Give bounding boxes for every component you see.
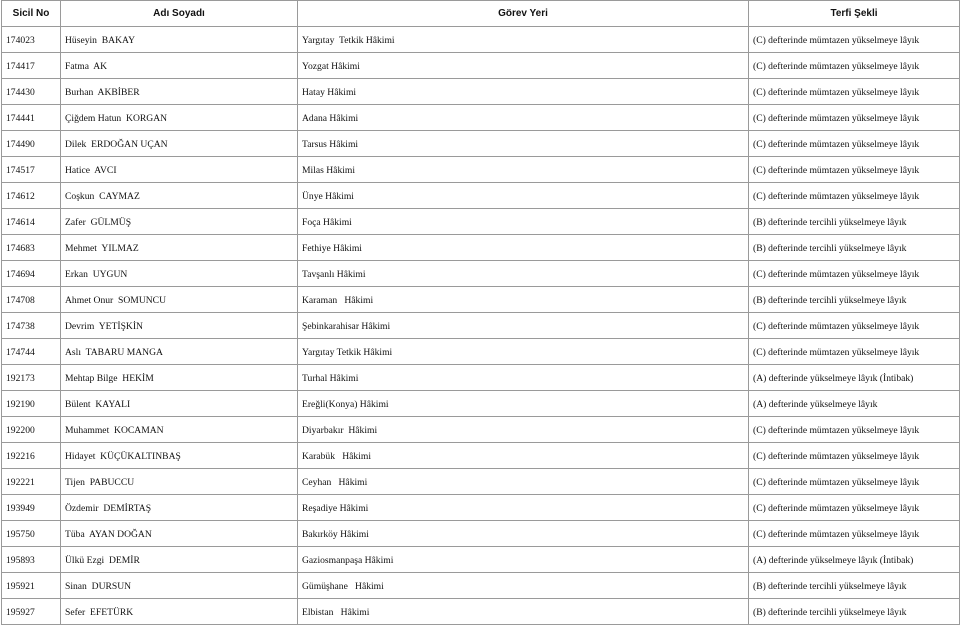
adi-soyadi-cell: Devrim YETİŞKİN (61, 313, 298, 339)
sicil-no-cell: 174683 (2, 235, 61, 261)
gorev-yeri-cell: Elbistan Hâkimi (298, 599, 749, 625)
terfi-sekli-cell: (C) defterinde mümtazen yükselmeye lâyık (749, 443, 960, 469)
adi-soyadi-cell: Sefer EFETÜRK (61, 599, 298, 625)
gorev-yeri-cell: Milas Hâkimi (298, 157, 749, 183)
sicil-no-cell: 174694 (2, 261, 61, 287)
terfi-sekli-cell: (C) defterinde mümtazen yükselmeye lâyık (749, 313, 960, 339)
gorev-yeri-cell: Ereğli(Konya) Hâkimi (298, 391, 749, 417)
table-row (2, 261, 960, 287)
terfi-sekli-cell: (C) defterinde mümtazen yükselmeye lâyık (749, 131, 960, 157)
gorev-yeri-cell: Ceyhan Hâkimi (298, 469, 749, 495)
sicil-no-cell: 174612 (2, 183, 61, 209)
gorev-yeri-cell: Fethiye Hâkimi (298, 235, 749, 261)
gorev-yeri-cell: Karabük Hâkimi (298, 443, 749, 469)
gorev-yeri-cell: Turhal Hâkimi (298, 365, 749, 391)
promotion-table (1, 0, 960, 625)
header-terfi-sekli: Terfi Şekli (749, 1, 960, 27)
gorev-yeri-cell: Tarsus Hâkimi (298, 131, 749, 157)
gorev-yeri-cell: Yargıtay Tetkik Hâkimi (298, 27, 749, 53)
table-row (2, 495, 960, 521)
terfi-sekli-cell: (C) defterinde mümtazen yükselmeye lâyık (749, 79, 960, 105)
gorev-yeri-cell: Diyarbakır Hâkimi (298, 417, 749, 443)
adi-soyadi-cell: Tüba AYAN DOĞAN (61, 521, 298, 547)
table-row (2, 547, 960, 573)
adi-soyadi-cell: Hüseyin BAKAY (61, 27, 298, 53)
gorev-yeri-cell: Hatay Hâkimi (298, 79, 749, 105)
terfi-sekli-cell: (C) defterinde mümtazen yükselmeye lâyık (749, 27, 960, 53)
gorev-yeri-cell: Tavşanlı Hâkimi (298, 261, 749, 287)
header-adi-soyadi: Adı Soyadı (61, 1, 298, 27)
gorev-yeri-cell: Yozgat Hâkimi (298, 53, 749, 79)
table-row (2, 417, 960, 443)
sicil-no-cell: 174023 (2, 27, 61, 53)
terfi-sekli-cell: (C) defterinde mümtazen yükselmeye lâyık (749, 469, 960, 495)
terfi-sekli-cell: (B) defterinde tercihli yükselmeye lâyık (749, 209, 960, 235)
table-row (2, 209, 960, 235)
table-row (2, 443, 960, 469)
terfi-sekli-cell: (C) defterinde mümtazen yükselmeye lâyık (749, 183, 960, 209)
header-row (2, 1, 960, 27)
terfi-sekli-cell: (A) defterinde yükselmeye lâyık (749, 391, 960, 417)
gorev-yeri-cell: Adana Hâkimi (298, 105, 749, 131)
table-row (2, 391, 960, 417)
table-row (2, 521, 960, 547)
terfi-sekli-cell: (A) defterinde yükselmeye lâyık (İntibak) (749, 365, 960, 391)
adi-soyadi-cell: Zafer GÜLMÜŞ (61, 209, 298, 235)
table-row (2, 79, 960, 105)
sicil-no-cell: 195921 (2, 573, 61, 599)
sicil-no-cell: 195893 (2, 547, 61, 573)
sicil-no-cell: 174517 (2, 157, 61, 183)
terfi-sekli-cell: (B) defterinde tercihli yükselmeye lâyık (749, 287, 960, 313)
adi-soyadi-cell: Hatice AVCI (61, 157, 298, 183)
header-gorev-yeri: Görev Yeri (298, 1, 749, 27)
sicil-no-cell: 195750 (2, 521, 61, 547)
table-header (2, 1, 960, 27)
sicil-no-cell: 174417 (2, 53, 61, 79)
terfi-sekli-cell: (B) defterinde tercihli yükselmeye lâyık (749, 235, 960, 261)
adi-soyadi-cell: Sinan DURSUN (61, 573, 298, 599)
table-body (2, 27, 960, 625)
adi-soyadi-cell: Bülent KAYALI (61, 391, 298, 417)
adi-soyadi-cell: Aslı TABARU MANGA (61, 339, 298, 365)
table-row (2, 573, 960, 599)
table-row (2, 599, 960, 625)
sicil-no-cell: 192173 (2, 365, 61, 391)
adi-soyadi-cell: Fatma AK (61, 53, 298, 79)
table-row (2, 131, 960, 157)
gorev-yeri-cell: Gaziosmanpaşa Hâkimi (298, 547, 749, 573)
sicil-no-cell: 174441 (2, 105, 61, 131)
terfi-sekli-cell: (C) defterinde mümtazen yükselmeye lâyık (749, 261, 960, 287)
table-row (2, 287, 960, 313)
adi-soyadi-cell: Ahmet Onur SOMUNCU (61, 287, 298, 313)
terfi-sekli-cell: (C) defterinde mümtazen yükselmeye lâyık (749, 157, 960, 183)
sicil-no-cell: 174490 (2, 131, 61, 157)
terfi-sekli-cell: (C) defterinde mümtazen yükselmeye lâyık (749, 339, 960, 365)
terfi-sekli-cell: (C) defterinde mümtazen yükselmeye lâyık (749, 495, 960, 521)
table-row (2, 53, 960, 79)
adi-soyadi-cell: Erkan UYGUN (61, 261, 298, 287)
adi-soyadi-cell: Hidayet KÜÇÜKALTINBAŞ (61, 443, 298, 469)
adi-soyadi-cell: Ülkü Ezgi DEMİR (61, 547, 298, 573)
adi-soyadi-cell: Muhammet KOCAMAN (61, 417, 298, 443)
sicil-no-cell: 174430 (2, 79, 61, 105)
gorev-yeri-cell: Foça Hâkimi (298, 209, 749, 235)
sicil-no-cell: 195927 (2, 599, 61, 625)
adi-soyadi-cell: Çiğdem Hatun KORGAN (61, 105, 298, 131)
terfi-sekli-cell: (B) defterinde tercihli yükselmeye lâyık (749, 573, 960, 599)
gorev-yeri-cell: Gümüşhane Hâkimi (298, 573, 749, 599)
terfi-sekli-cell: (C) defterinde mümtazen yükselmeye lâyık (749, 521, 960, 547)
sicil-no-cell: 192190 (2, 391, 61, 417)
terfi-sekli-cell: (C) defterinde mümtazen yükselmeye lâyık (749, 105, 960, 131)
sicil-no-cell: 174744 (2, 339, 61, 365)
gorev-yeri-cell: Karaman Hâkimi (298, 287, 749, 313)
sicil-no-cell: 174614 (2, 209, 61, 235)
gorev-yeri-cell: Ünye Hâkimi (298, 183, 749, 209)
gorev-yeri-cell: Reşadiye Hâkimi (298, 495, 749, 521)
table-row (2, 157, 960, 183)
table-row (2, 469, 960, 495)
sicil-no-cell: 192216 (2, 443, 61, 469)
table-row (2, 105, 960, 131)
terfi-sekli-cell: (B) defterinde tercihli yükselmeye lâyık (749, 599, 960, 625)
gorev-yeri-cell: Bakırköy Hâkimi (298, 521, 749, 547)
terfi-sekli-cell: (A) defterinde yükselmeye lâyık (İntibak) (749, 547, 960, 573)
sicil-no-cell: 174738 (2, 313, 61, 339)
table-row (2, 183, 960, 209)
sicil-no-cell: 192200 (2, 417, 61, 443)
adi-soyadi-cell: Coşkun CAYMAZ (61, 183, 298, 209)
adi-soyadi-cell: Burhan AKBİBER (61, 79, 298, 105)
table-row (2, 27, 960, 53)
adi-soyadi-cell: Mehmet YILMAZ (61, 235, 298, 261)
adi-soyadi-cell: Dilek ERDOĞAN UÇAN (61, 131, 298, 157)
terfi-sekli-cell: (C) defterinde mümtazen yükselmeye lâyık (749, 417, 960, 443)
table-row (2, 313, 960, 339)
sicil-no-cell: 193949 (2, 495, 61, 521)
adi-soyadi-cell: Tijen PABUCCU (61, 469, 298, 495)
terfi-sekli-cell: (C) defterinde mümtazen yükselmeye lâyık (749, 53, 960, 79)
sicil-no-cell: 192221 (2, 469, 61, 495)
table-row (2, 339, 960, 365)
table-row (2, 365, 960, 391)
sicil-no-cell: 174708 (2, 287, 61, 313)
header-sicil-no: Sicil No (2, 1, 61, 27)
gorev-yeri-cell: Şebinkarahisar Hâkimi (298, 313, 749, 339)
table-row (2, 235, 960, 261)
adi-soyadi-cell: Özdemir DEMİRTAŞ (61, 495, 298, 521)
adi-soyadi-cell: Mehtap Bilge HEKİM (61, 365, 298, 391)
gorev-yeri-cell: Yargıtay Tetkik Hâkimi (298, 339, 749, 365)
